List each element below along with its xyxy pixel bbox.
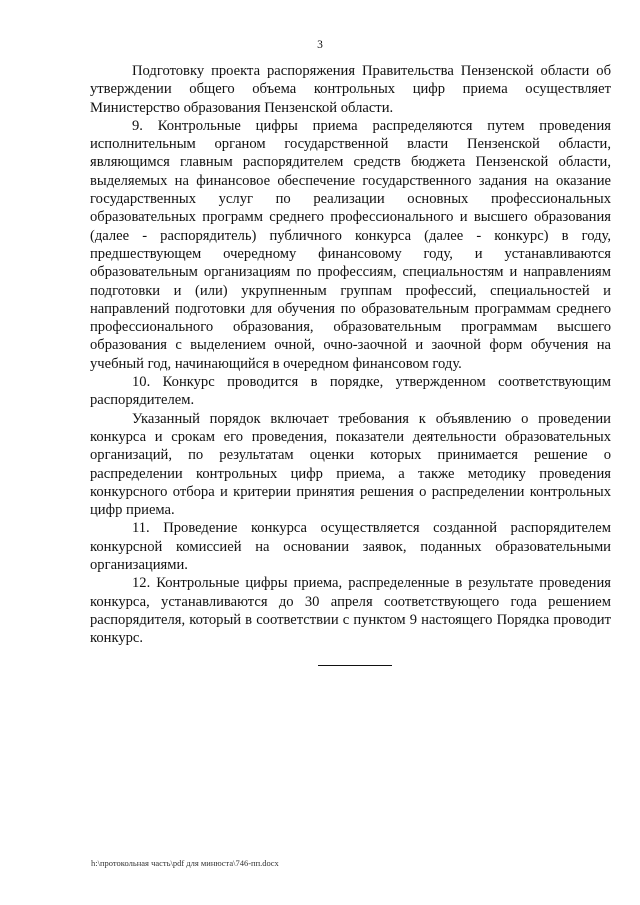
paragraph-item-12: 12. Контрольные цифры приема, распределенные в результате проведения конкурса, устанавливаются до 30 апреля соответствующего года решением распорядителя, который в соответствии с пунктом 9 настоящего Порядка проводит конкурс. [90,575,611,647]
paragraph-procedure-requirements: Указанный порядок включает требования к объявлению о проведении конкурса и срокам его проведения, показатели деятельности образовательных организаций, по результатам оценки которых принимается решение о распределении контрольных цифр приема, а также методику проведения конкурсного отбора и критерии принятия решения о распределении контрольных цифр приема. [90,410,611,519]
document-body [90,62,611,648]
page-number: 3 [317,39,323,51]
paragraph-preparation: Подготовку проекта распоряжения Правительства Пензенской области об утверждении общего объема контрольных цифр приема осуществляет Министерство образования Пензенской области. [90,63,611,116]
paragraph-item-10: 10. Конкурс проводится в порядке, утвержденном соответствующим распорядителем. [90,374,611,409]
paragraph-item-9: 9. Контрольные цифры приема распределяются путем проведения исполнительным органом государственной власти Пензенской области, являющимся главным распорядителем средств бюджета Пензенской области, выделяемых на финансовое обеспечение государственного задания на оказание государственных услуг по реализации основных профессиональных образовательных программ среднего профессионального и высшего образования (далее - распорядитель) публичного конкурса (далее - конкурс) в году, предшествующем очередному финансовому году, и устанавливаются образовательным организациям по профессиям, специальностям и направлениям подготовки и (или) укрупненным группам профессий, специальностей и направлений подготовки для обучения по образовательным программам среднего профессионального образования, образовательным программам высшего образования с выделением очной, очно-заочной и заочной форм обучения на учебный год, начинающийся в очередном финансовом году. [90,117,611,372]
paragraph-item-11: 11. Проведение конкурса осуществляется созданной распорядителем конкурсной комиссией на основании заявок, поданных образовательными организациями. [90,520,611,574]
footer-file-path: h:\протокольная часть\pdf для минюста\746-пп.docx [91,858,279,868]
separator-line [318,665,392,666]
